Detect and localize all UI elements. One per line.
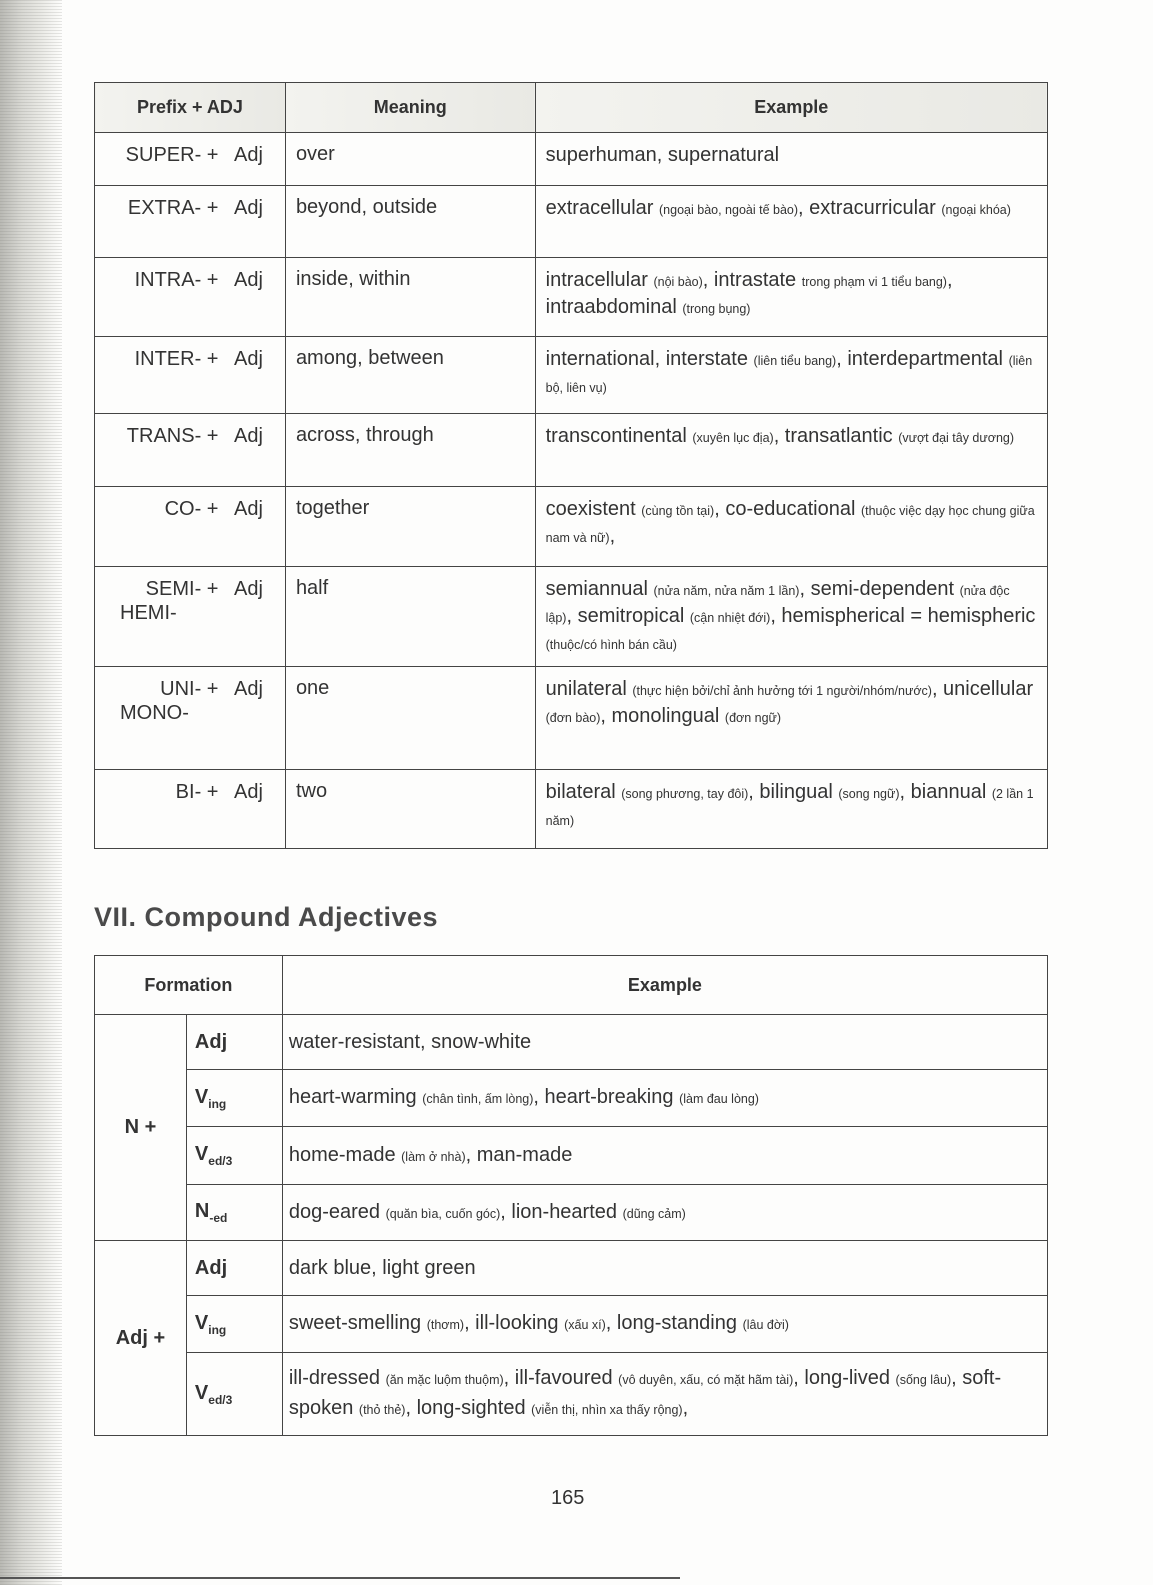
example-note: (thơm) (426, 1318, 465, 1332)
example-cell (535, 487, 1047, 567)
example-note: (sống lâu) (895, 1373, 952, 1387)
example-note: (thực hiện bởi/chỉ ảnh hưởng tới 1 người/nhóm/nước) (632, 684, 932, 698)
meaning-cell: half (285, 567, 535, 667)
example-cell (282, 1353, 1047, 1436)
prefix-cell (95, 487, 286, 567)
formation-subscript: ing (208, 1096, 227, 1111)
table-row (95, 1185, 1048, 1241)
example-text: , (682, 1397, 689, 1419)
example-text: , intraabdominal (545, 269, 953, 318)
example-text: unilateral (545, 678, 633, 700)
example-text: , biannual (899, 781, 992, 803)
example-text: water-resistant, snow-white (288, 1031, 532, 1053)
prefix-label: SEMI- + Adj (145, 578, 263, 600)
example-note: (cận nhiệt đới) (689, 611, 771, 625)
example-cell (282, 1185, 1047, 1241)
example-cell (282, 1241, 1047, 1296)
page-number: 165 (551, 1487, 585, 1509)
example-note: (vượt đại tây dương) (898, 431, 1015, 445)
meaning-cell: among, between (285, 337, 535, 414)
table-row (95, 1070, 1048, 1127)
example-note: (song ngữ) (838, 787, 900, 801)
prefix-cell (95, 133, 286, 186)
example-note: (thuộc việc dạy học chung giữa nam và nữ) (545, 504, 1035, 545)
prefix-label: TRANS- + Adj (126, 425, 263, 447)
example-text: , extracurricular (798, 197, 942, 219)
example-note: (song phương, tay đôi) (621, 787, 749, 801)
header-formation: Formation (95, 956, 283, 1015)
section-title: VII. Compound Adjectives (94, 902, 439, 932)
example-text: , transatlantic (773, 425, 899, 447)
example-note: (lâu đời) (742, 1318, 789, 1332)
example-cell (535, 186, 1047, 258)
table-row (95, 1353, 1048, 1436)
formation-cell (186, 1353, 282, 1436)
prefix-label: UNI- + Adj (160, 678, 263, 700)
example-text: extracellular (545, 197, 660, 219)
formation-subscript: ing (208, 1322, 227, 1337)
example-note: (trong bụng) (682, 302, 751, 316)
table-row (95, 186, 1048, 258)
prefix-alt-label: HEMI- (120, 602, 177, 624)
prefix-cell (95, 258, 286, 337)
example-text: , heart-breaking (533, 1086, 680, 1108)
example-text: , long-standing (605, 1312, 743, 1334)
example-note: (xuyên lục địa) (692, 431, 774, 445)
example-text: sweet-smelling (288, 1312, 427, 1334)
example-cell (535, 133, 1047, 186)
table-row (95, 1127, 1048, 1185)
meaning-cell: over (285, 133, 535, 186)
table-row (95, 770, 1048, 849)
example-text: transcontinental (545, 425, 693, 447)
formation-base: V (194, 1085, 209, 1108)
example-note: (ăn mặc luộm thuộm) (385, 1373, 504, 1387)
example-text: , monolingual (600, 705, 725, 727)
table-row (95, 414, 1048, 487)
example-cell (282, 1070, 1047, 1127)
prefix-label: EXTRA- + Adj (127, 197, 263, 219)
prefix-table-header (95, 83, 1048, 133)
table-row (95, 133, 1048, 186)
example-text: , lion-hearted (500, 1200, 623, 1223)
example-note: trong phạm vi 1 tiểu bang) (801, 275, 947, 289)
formation-subscript: ed/3 (208, 1392, 233, 1407)
example-cell (282, 1296, 1047, 1353)
header-prefix: Prefix + ADJ (95, 83, 286, 133)
example-text: ill-dressed (288, 1367, 386, 1389)
example-note: (nội bào) (653, 275, 703, 289)
example-note: (2 lần 1 năm) (545, 787, 1034, 828)
example-text: , intrastate (702, 269, 802, 291)
prefix-cell (95, 770, 286, 849)
example-cell (282, 1127, 1047, 1185)
formation-base: Adj (194, 1256, 228, 1279)
formation-cell (186, 1070, 282, 1127)
example-note: (quăn bìa, cuốn góc) (385, 1206, 501, 1221)
formation-subscript: -ed (209, 1211, 228, 1225)
formation-cell (186, 1185, 282, 1241)
example-note: (đơn bào) (545, 711, 601, 725)
formation-base: N (194, 1200, 210, 1222)
example-text: intracellular (545, 269, 654, 291)
example-cell (535, 567, 1047, 667)
formation-subscript: ed/3 (208, 1154, 233, 1168)
group-label: N + (95, 1015, 187, 1241)
example-note: (nửa độc lập) (545, 584, 1010, 625)
formation-cell (186, 1015, 282, 1070)
example-text: , long-sighted (405, 1397, 532, 1419)
example-text: heart-warming (288, 1086, 423, 1108)
formation-base: V (194, 1381, 209, 1404)
example-note: (liên bộ, liên vụ) (545, 354, 1033, 395)
example-note: (liên tiểu bang) (753, 354, 837, 368)
table-row (95, 1015, 1048, 1070)
example-text: , long-lived (793, 1367, 896, 1389)
example-text: , co-educational (714, 498, 861, 520)
meaning-cell: beyond, outside (285, 186, 535, 258)
header-compound-example: Example (282, 956, 1047, 1015)
group-label: Adj + (95, 1241, 187, 1436)
example-text: semiannual (545, 578, 654, 600)
example-text: , semitropical (566, 605, 690, 627)
example-cell (535, 414, 1047, 487)
example-note: (thuộc/có hình bán cầu) (545, 638, 677, 652)
formation-cell (186, 1296, 282, 1353)
example-text: dog-eared (288, 1200, 386, 1223)
example-note: (làm ở nhà) (401, 1149, 466, 1164)
meaning-cell: inside, within (285, 258, 535, 337)
table-row (95, 1241, 1048, 1296)
meaning-cell: two (285, 770, 535, 849)
example-text: , semi-dependent (799, 578, 960, 600)
formation-base: V (194, 1311, 209, 1334)
example-text: dark blue, light green (288, 1257, 476, 1279)
formation-cell (186, 1241, 282, 1296)
formation-base: Adj (194, 1030, 228, 1053)
example-cell (535, 258, 1047, 337)
prefix-cell (95, 567, 286, 667)
prefix-label: BI- + Adj (175, 781, 263, 803)
table-row (95, 258, 1048, 337)
prefix-cell (95, 414, 286, 487)
header-example: Example (535, 83, 1047, 133)
example-text: home-made (288, 1143, 402, 1166)
prefix-label: SUPER- + Adj (125, 144, 263, 166)
header-meaning: Meaning (285, 83, 535, 133)
example-cell (535, 337, 1047, 414)
example-note: (dũng cảm) (622, 1206, 686, 1221)
example-note: (cùng tồn tại) (641, 504, 715, 518)
prefix-label: INTER- + Adj (134, 348, 263, 370)
table-row (95, 487, 1048, 567)
example-cell (535, 770, 1047, 849)
example-note: (thỏ thẻ) (358, 1403, 406, 1417)
prefix-adjective-table (94, 82, 1048, 849)
example-text: superhuman, supernatural (545, 144, 780, 166)
prefix-cell (95, 186, 286, 258)
example-text: coexistent (545, 498, 642, 520)
example-text: , man-made (465, 1143, 573, 1166)
table-row (95, 337, 1048, 414)
example-text: , interdepartmental (836, 348, 1009, 370)
example-text: bilateral (545, 781, 622, 803)
example-text: , bilingual (748, 781, 839, 803)
formation-cell (186, 1127, 282, 1185)
prefix-alt-label: MONO- (120, 702, 189, 724)
scan-binding-edge (0, 0, 62, 1585)
prefix-cell (95, 337, 286, 414)
example-note: (ngoại khóa) (941, 203, 1011, 217)
table-row (95, 567, 1048, 667)
example-text: , hemispherical = hemispheric (770, 605, 1036, 627)
example-note: (xấu xí) (564, 1318, 606, 1332)
example-text: , soft-spoken (288, 1367, 1002, 1419)
meaning-cell: across, through (285, 414, 535, 487)
meaning-cell: together (285, 487, 535, 567)
example-note: (ngoại bào, ngoài tế bào) (659, 203, 799, 217)
example-note: (nửa năm, nửa năm 1 lần) (653, 584, 800, 598)
example-note: (viễn thị, nhìn xa thấy rộng) (531, 1403, 683, 1417)
meaning-cell: one (285, 667, 535, 770)
table-row (95, 1296, 1048, 1353)
example-note: (đơn ngữ) (724, 711, 782, 725)
example-note: (vô duyên, xấu, có mặt hãm tài) (618, 1373, 794, 1387)
compound-adjective-table (94, 955, 1048, 1436)
example-text: , ill-looking (464, 1312, 565, 1334)
prefix-label: INTRA- + Adj (134, 269, 263, 291)
compound-table-header (95, 956, 1048, 1015)
table-row (95, 667, 1048, 770)
example-note: (chân tình, ấm lòng) (422, 1092, 534, 1106)
bottom-rule (0, 1577, 680, 1579)
example-note: (làm đau lòng) (679, 1092, 759, 1106)
formation-base: V (194, 1143, 209, 1165)
example-text: international, interstate (545, 348, 754, 370)
example-text: , unicellular (931, 678, 1034, 700)
example-cell (535, 667, 1047, 770)
prefix-cell (95, 667, 286, 770)
example-text: , ill-favoured (503, 1367, 619, 1389)
prefix-label: CO- + Adj (164, 498, 263, 520)
example-text: , (609, 525, 616, 547)
example-cell (282, 1015, 1047, 1070)
